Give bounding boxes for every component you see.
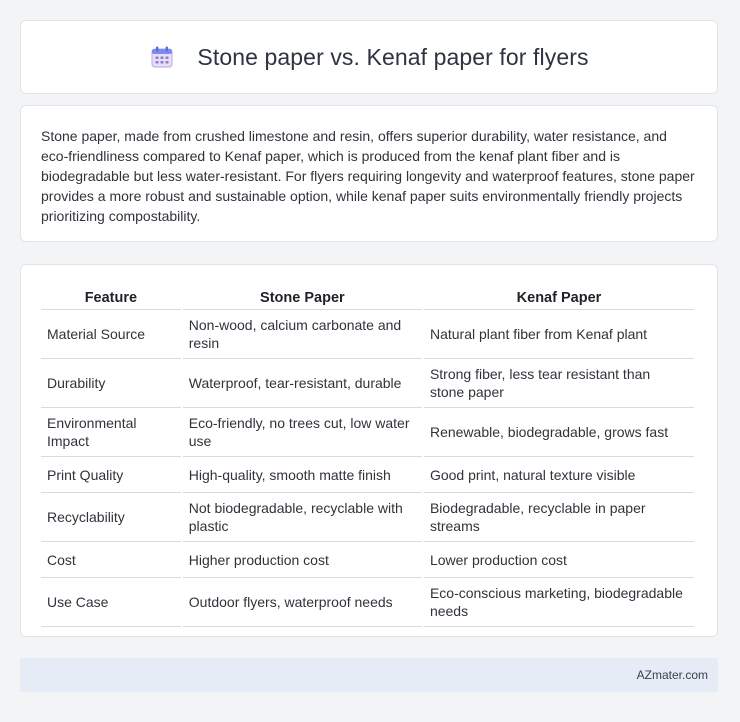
stone-paper-cell: Not biodegradable, recyclable with plastic (183, 493, 422, 542)
kenaf-paper-cell: Biodegradable, recyclable in paper streams (424, 493, 694, 542)
feature-cell: Durability (41, 359, 181, 408)
feature-cell: Environmental Impact (41, 408, 181, 457)
kenaf-paper-cell: Strong fiber, less tear resistant than stone paper (424, 359, 694, 408)
feature-cell: Use Case (41, 578, 181, 627)
stone-paper-cell: Waterproof, tear-resistant, durable (183, 359, 422, 408)
stone-paper-cell: Higher production cost (183, 542, 422, 578)
stone-paper-cell: Outdoor flyers, waterproof needs (183, 578, 422, 627)
feature-cell: Print Quality (41, 457, 181, 493)
kenaf-paper-cell: Lower production cost (424, 542, 694, 578)
table-row (41, 578, 694, 627)
kenaf-paper-cell: Good print, natural texture visible (424, 457, 694, 493)
feature-cell: Recyclability (41, 493, 181, 542)
comparison-table (39, 285, 696, 627)
table-header-row (41, 285, 694, 310)
stone-paper-cell: Non-wood, calcium carbonate and resin (183, 310, 422, 359)
table-row (41, 359, 694, 408)
kenaf-paper-cell: Natural plant fiber from Kenaf plant (424, 310, 694, 359)
table-row (41, 457, 694, 493)
stone-paper-cell: Eco-friendly, no trees cut, low water use (183, 408, 422, 457)
summary-card (20, 105, 718, 242)
table-row (41, 310, 694, 359)
comparison-table-card (20, 264, 718, 637)
header-kenaf-paper: Kenaf Paper (424, 285, 694, 310)
kenaf-paper-cell: Renewable, biodegradable, grows fast (424, 408, 694, 457)
header-feature: Feature (41, 285, 181, 310)
footer-site-link[interactable]: AZmater.com (636, 668, 708, 682)
page-title: Stone paper vs. Kenaf paper for flyers (197, 43, 589, 70)
summary-text: Stone paper, made from crushed limestone and resin, offers superior durability, water resistance, and eco-friendliness compared to Kenaf paper, which is produced from the kenaf plant fiber and is biodegradable but less water-resistant. For flyers requiring longevity and waterproof features, stone paper provides a more robust and sustainable option, while kenaf paper suits environmentally friendly projects prioritizing compostability. (41, 128, 695, 224)
table-row (41, 408, 694, 457)
stone-paper-cell: High-quality, smooth matte finish (183, 457, 422, 493)
table-row (41, 542, 694, 578)
feature-cell: Material Source (41, 310, 181, 359)
calendar-icon (149, 44, 175, 70)
table-row (41, 493, 694, 542)
feature-cell: Cost (41, 542, 181, 578)
header-stone-paper: Stone Paper (183, 285, 422, 310)
footer-bar (20, 658, 718, 692)
title-card (20, 20, 718, 94)
kenaf-paper-cell: Eco-conscious marketing, biodegradable needs (424, 578, 694, 627)
